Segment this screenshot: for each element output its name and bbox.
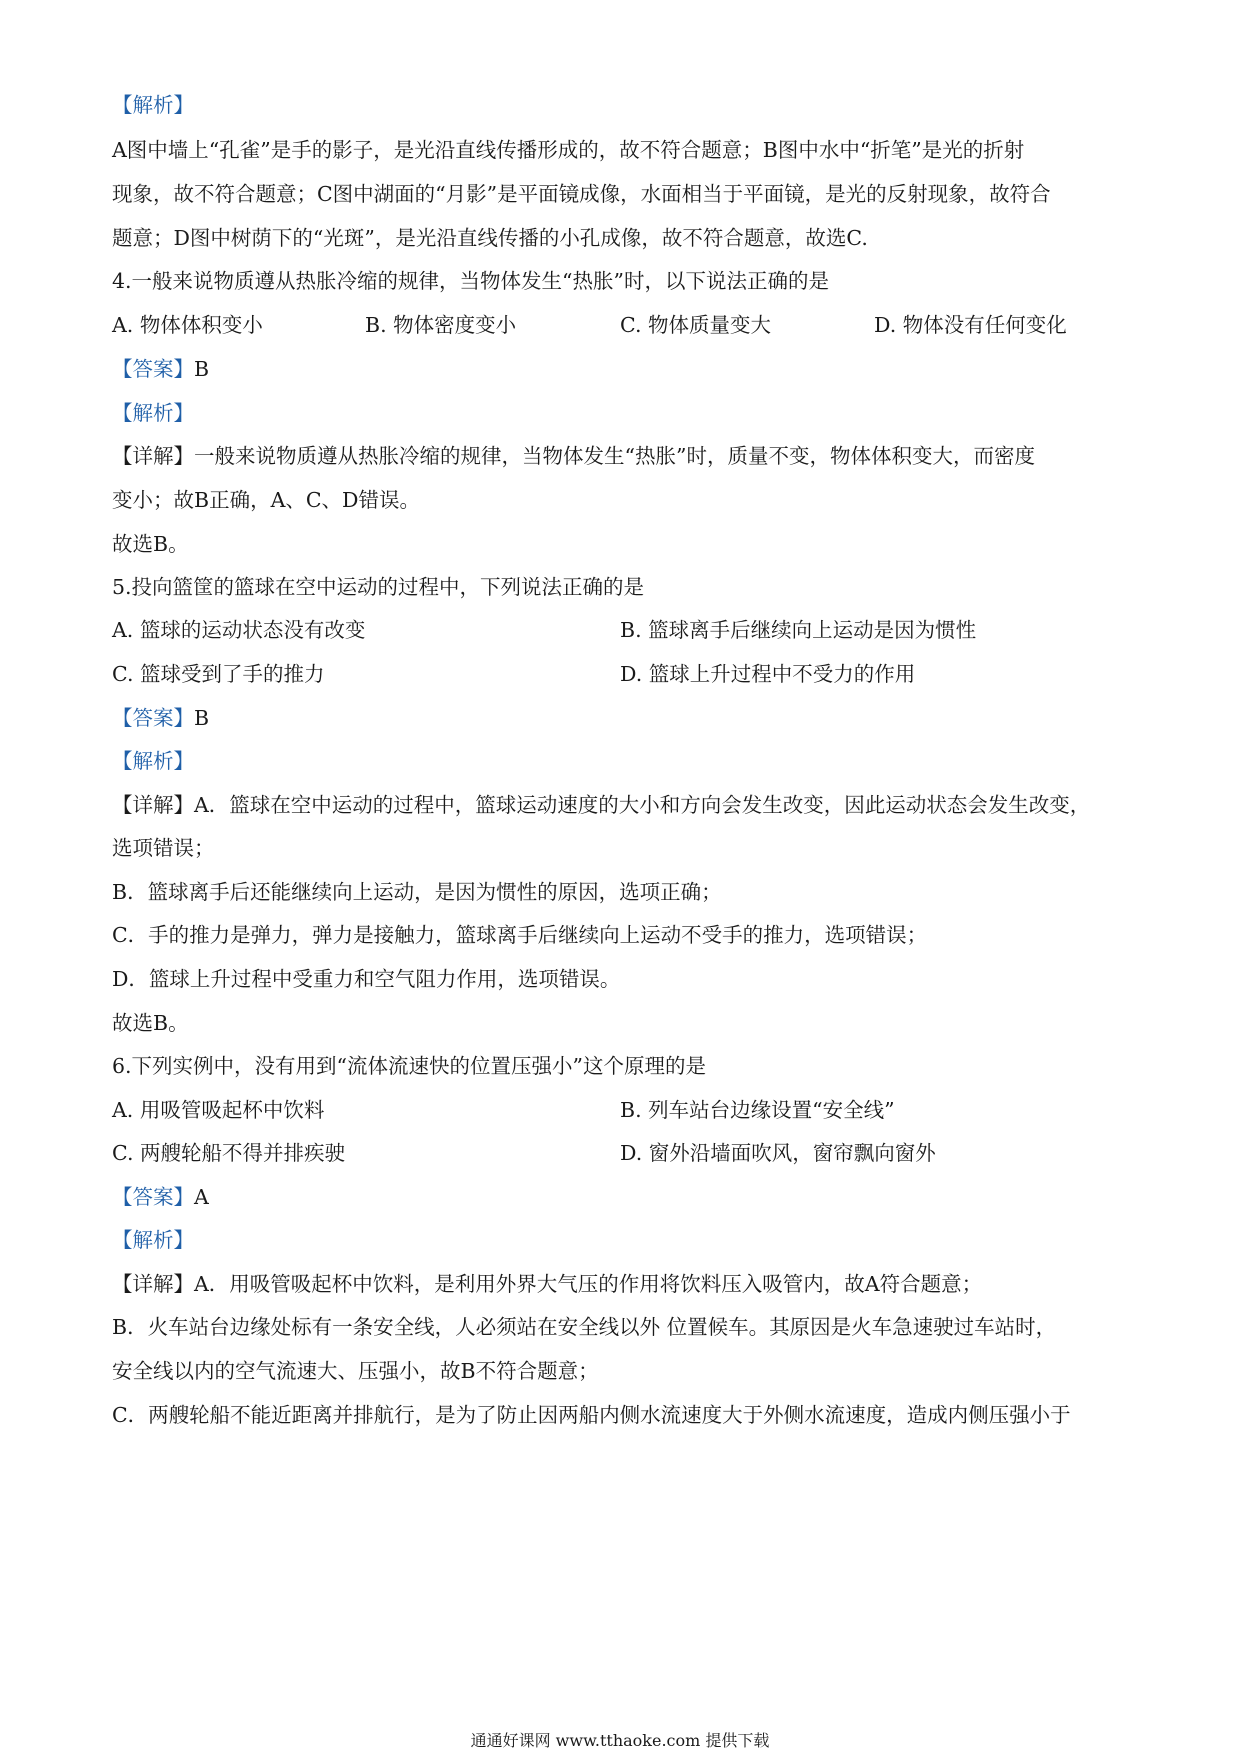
q5-detail-line-5: D．篮球上升过程中受重力和空气阻力作用，选项错误。 xyxy=(112,967,621,991)
q6-answer xyxy=(112,1182,209,1212)
q4-option-a: A. 物体体积变小 xyxy=(112,313,263,337)
q6-answer-tag: 【答案】 xyxy=(112,1185,194,1209)
q4-option-d: D. 物体没有任何变化 xyxy=(874,313,1067,337)
q5-detail-line-3: B．篮球离手后还能继续向上运动，是因为惯性的原因，选项正确； xyxy=(112,880,722,904)
q5-option-d: D. 篮球上升过程中不受力的作用 xyxy=(620,662,916,686)
q6-detail-line-3: 安全线以内的空气流速大、压强小，故B不符合题意； xyxy=(112,1359,599,1383)
q6-option-a: A. 用吸管吸起杯中饮料 xyxy=(112,1098,325,1122)
q6-option-d: D. 窗外沿墙面吹风，窗帘飘向窗外 xyxy=(620,1141,936,1165)
q6-detail-line-4: C．两艘轮船不能近距离并排航行，是为了防止因两船内侧水流速度大于外侧水流速度，造成内侧压强小于 xyxy=(112,1403,1071,1427)
q4-jiexi-tag: 【解析】 xyxy=(112,401,194,425)
q4-conclusion: 故选B。 xyxy=(112,532,189,556)
q3-jiexi-line-2: 现象，故不符合题意；C图中湖面的“月影”是平面镜成像，水面相当于平面镜，是光的反射现象，故符合 xyxy=(112,182,1051,206)
q4-detail-line-2: 变小；故B正确，A、C、D错误。 xyxy=(112,488,420,512)
q4-detail-tag: 【详解】 xyxy=(112,444,194,468)
q5-option-a: A. 篮球的运动状态没有改变 xyxy=(112,618,366,642)
q3-jiexi-line-3: 题意；D图中树荫下的“光斑”，是光沿直线传播的小孔成像，故不符合题意，故选C. xyxy=(112,226,868,250)
q3-jiexi-line-1: A图中墙上“孔雀”是手的影子，是光沿直线传播形成的，故不符合题意；B图中水中“折笔”是光的折射 xyxy=(112,138,1025,162)
q6-detail-line-1 xyxy=(112,1269,982,1299)
q6-option-c: C. 两艘轮船不得并排疾驶 xyxy=(112,1141,345,1165)
q6-answer-value: A xyxy=(194,1185,209,1209)
q5-conclusion: 故选B。 xyxy=(112,1011,189,1035)
q6-stem: 6.下列实例中，没有用到“流体流速快的位置压强小”这个原理的是 xyxy=(112,1054,707,1078)
q5-detail-line-4: C．手的推力是弹力，弹力是接触力，篮球离手后继续向上运动不受手的推力，选项错误； xyxy=(112,923,928,947)
q5-detail-tag: 【详解】 xyxy=(112,793,194,817)
q4-option-b: B. 物体密度变小 xyxy=(365,313,517,337)
q3-jiexi-tag: 【解析】 xyxy=(112,93,194,117)
q5-option-b: B. 篮球离手后继续向上运动是因为惯性 xyxy=(620,618,977,642)
q6-jiexi-tag: 【解析】 xyxy=(112,1228,194,1252)
q5-detail-line-1 xyxy=(112,790,1090,820)
q4-answer-tag: 【答案】 xyxy=(112,357,194,381)
q6-detail-line-2: B．火车站台边缘处标有一条安全线，人必须站在安全线以外 位置候车。其原因是火车急速驶过车站时， xyxy=(112,1315,1057,1339)
q6-detail-text: A．用吸管吸起杯中饮料，是利用外界大气压的作用将饮料压入吸管内，故A符合题意； xyxy=(194,1272,983,1296)
q6-option-b: B. 列车站台边缘设置“安全线” xyxy=(620,1098,895,1122)
q5-jiexi-tag: 【解析】 xyxy=(112,749,194,773)
page-footer: 通通好课网 www.tthaoke.com 提供下载 xyxy=(470,1731,770,1750)
q4-option-c: C. 物体质量变大 xyxy=(620,313,771,337)
q5-stem: 5.投向篮筐的篮球在空中运动的过程中，下列说法正确的是 xyxy=(112,575,645,599)
q4-answer-value: B xyxy=(194,357,210,381)
q5-detail-line-2: 选项错误； xyxy=(112,836,215,860)
q5-option-c: C. 篮球受到了手的推力 xyxy=(112,662,325,686)
q4-detail-text: 一般来说物质遵从热胀冷缩的规律，当物体发生“热胀”时，质量不变，物体体积变大，而密度 xyxy=(194,444,1035,468)
q4-answer xyxy=(112,354,209,384)
q6-detail-tag: 【详解】 xyxy=(112,1272,194,1296)
q5-answer xyxy=(112,703,209,733)
q5-detail-text: A．篮球在空中运动的过程中，篮球运动速度的大小和方向会发生改变，因此运动状态会发生改变， xyxy=(194,793,1091,817)
q4-detail-line-1 xyxy=(112,441,1035,471)
q5-answer-tag: 【答案】 xyxy=(112,706,194,730)
q4-stem: 4.一般来说物质遵从热胀冷缩的规律，当物体发生“热胀”时，以下说法正确的是 xyxy=(112,269,830,293)
q5-answer-value: B xyxy=(194,706,210,730)
